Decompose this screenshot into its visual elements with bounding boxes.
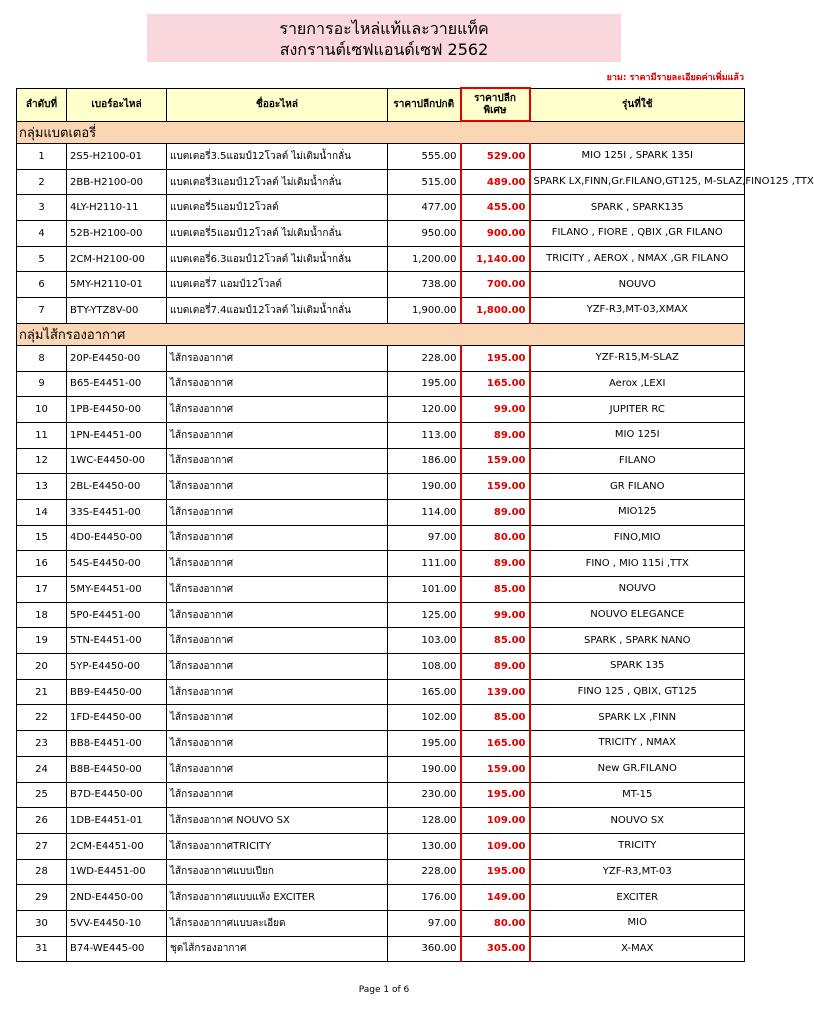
cell-part-no: 2ND-E4450-00 <box>67 885 167 911</box>
cell-special-price: 195.00 <box>461 859 530 885</box>
table-row <box>17 731 745 757</box>
cell-model: SPARK LX,FINN,Gr.FILANO,GT125, M-SLAZ,FINO125 ,TTX <box>530 169 745 195</box>
cell-normal-price: 128.00 <box>388 808 461 834</box>
cell-no: 3 <box>17 195 67 221</box>
cell-part-name: ไส้กรองอากาศ <box>167 499 388 525</box>
cell-no: 9 <box>17 371 67 397</box>
cell-model: MIO125 <box>530 499 745 525</box>
cell-part-no: 2CM-H2100-00 <box>67 246 167 272</box>
cell-part-no: BB9-E4450-00 <box>67 679 167 705</box>
cell-special-price: 165.00 <box>461 371 530 397</box>
cell-part-name: แบตเตอรี่3.5แอมป์12โวลต์ ไม่เติมน้ำกลั่น <box>167 144 388 170</box>
cell-normal-price: 120.00 <box>388 397 461 423</box>
cell-model: SPARK LX ,FINN <box>530 705 745 731</box>
table-row <box>17 169 745 195</box>
cell-part-name: ไส้กรองอากาศ <box>167 371 388 397</box>
cell-normal-price: 97.00 <box>388 910 461 936</box>
cell-part-no: 1DB-E4451-01 <box>67 808 167 834</box>
cell-model: SPARK , SPARK135 <box>530 195 745 221</box>
cell-model: TRICITY , NMAX <box>530 731 745 757</box>
cell-part-name: ไส้กรองอากาศ <box>167 577 388 603</box>
group-header-row <box>17 323 745 345</box>
cell-part-name: แบตเตอรี่7.4แอมป์12โวลต์ ไม่เติมน้ำกลั่น <box>167 298 388 324</box>
table-row <box>17 144 745 170</box>
cell-part-name: ไส้กรองอากาศ <box>167 628 388 654</box>
table-row <box>17 525 745 551</box>
cell-model: SPARK 135 <box>530 654 745 680</box>
table-row <box>17 221 745 247</box>
cell-special-price: 455.00 <box>461 195 530 221</box>
cell-model: NOUVO ELEGANCE <box>530 602 745 628</box>
cell-part-no: 2BB-H2100-00 <box>67 169 167 195</box>
cell-normal-price: 165.00 <box>388 679 461 705</box>
cell-normal-price: 228.00 <box>388 345 461 371</box>
header-special-price: ราคาปลีกพิเศษ <box>461 88 530 121</box>
cell-special-price: 305.00 <box>461 936 530 962</box>
cell-normal-price: 190.00 <box>388 474 461 500</box>
cell-normal-price: 950.00 <box>388 221 461 247</box>
cell-part-name: ไส้กรองอากาศ <box>167 654 388 680</box>
title-box <box>147 14 621 62</box>
cell-no: 15 <box>17 525 67 551</box>
cell-no: 17 <box>17 577 67 603</box>
cell-no: 28 <box>17 859 67 885</box>
cell-part-name: แบตเตอรี่3แอมป์12โวลต์ ไม่เติมน้ำกลั่น <box>167 169 388 195</box>
cell-normal-price: 195.00 <box>388 371 461 397</box>
table-row <box>17 602 745 628</box>
cell-part-name: ชุดไส้กรองอากาศ <box>167 936 388 962</box>
cell-part-name: ไส้กรองอากาศแบบแห้ง EXCITER <box>167 885 388 911</box>
cell-special-price: 85.00 <box>461 577 530 603</box>
cell-normal-price: 113.00 <box>388 422 461 448</box>
cell-special-price: 489.00 <box>461 169 530 195</box>
cell-part-name: แบตเตอรี่7 แอมป์12โวลต์ <box>167 272 388 298</box>
table-row <box>17 577 745 603</box>
table-row <box>17 195 745 221</box>
cell-part-no: 4LY-H2110-11 <box>67 195 167 221</box>
cell-normal-price: 190.00 <box>388 756 461 782</box>
table-row <box>17 756 745 782</box>
cell-special-price: 529.00 <box>461 144 530 170</box>
table-row <box>17 833 745 859</box>
cell-special-price: 109.00 <box>461 833 530 859</box>
table-row <box>17 474 745 500</box>
cell-model: GR FILANO <box>530 474 745 500</box>
cell-normal-price: 97.00 <box>388 525 461 551</box>
cell-no: 26 <box>17 808 67 834</box>
cell-normal-price: 477.00 <box>388 195 461 221</box>
header-no: ลำดับที่ <box>17 88 67 121</box>
cell-model: FINO , MIO 115i ,TTX <box>530 551 745 577</box>
cell-no: 6 <box>17 272 67 298</box>
cell-special-price: 159.00 <box>461 474 530 500</box>
cell-part-no: 4D0-E4450-00 <box>67 525 167 551</box>
cell-normal-price: 101.00 <box>388 577 461 603</box>
cell-special-price: 159.00 <box>461 756 530 782</box>
cell-normal-price: 360.00 <box>388 936 461 962</box>
cell-no: 1 <box>17 144 67 170</box>
cell-part-no: 2S5-H2100-01 <box>67 144 167 170</box>
cell-special-price: 89.00 <box>461 551 530 577</box>
cell-normal-price: 108.00 <box>388 654 461 680</box>
cell-part-no: 2CM-E4451-00 <box>67 833 167 859</box>
cell-model: TRICITY , AEROX , NMAX ,GR FILANO <box>530 246 745 272</box>
cell-part-no: 5VV-E4450-10 <box>67 910 167 936</box>
table-row <box>17 397 745 423</box>
cell-part-no: 1PB-E4450-00 <box>67 397 167 423</box>
table-row <box>17 422 745 448</box>
table-row <box>17 551 745 577</box>
header-part-no: เบอร์อะไหล่ <box>67 88 167 121</box>
cell-special-price: 109.00 <box>461 808 530 834</box>
cell-no: 24 <box>17 756 67 782</box>
table-row <box>17 679 745 705</box>
cell-part-no: 5YP-E4450-00 <box>67 654 167 680</box>
cell-normal-price: 102.00 <box>388 705 461 731</box>
cell-part-name: ไส้กรองอากาศ <box>167 397 388 423</box>
cell-part-name: ไส้กรองอากาศ <box>167 679 388 705</box>
cell-part-name: ไส้กรองอากาศ <box>167 782 388 808</box>
cell-part-name: ไส้กรองอากาศ <box>167 422 388 448</box>
cell-part-no: 5MY-E4451-00 <box>67 577 167 603</box>
cell-special-price: 80.00 <box>461 525 530 551</box>
cell-normal-price: 230.00 <box>388 782 461 808</box>
table-row <box>17 782 745 808</box>
table-row <box>17 246 745 272</box>
cell-special-price: 165.00 <box>461 731 530 757</box>
cell-no: 27 <box>17 833 67 859</box>
cell-part-name: ไส้กรองอากาศ <box>167 705 388 731</box>
cell-part-no: 54S-E4450-00 <box>67 551 167 577</box>
cell-special-price: 195.00 <box>461 782 530 808</box>
cell-normal-price: 738.00 <box>388 272 461 298</box>
cell-part-name: ไส้กรองอากาศ <box>167 602 388 628</box>
cell-part-name: ไส้กรองอากาศ <box>167 731 388 757</box>
cell-model: New GR.FILANO <box>530 756 745 782</box>
cell-part-no: BTY-YTZ8V-00 <box>67 298 167 324</box>
table-row <box>17 808 745 834</box>
cell-model: Aerox ,LEXI <box>530 371 745 397</box>
cell-special-price: 900.00 <box>461 221 530 247</box>
price-note: ยาม: ราคามีรายละเอียดค่าเพิ่มแล้ว <box>606 73 744 83</box>
cell-model: YZF-R3,MT-03,XMAX <box>530 298 745 324</box>
cell-part-no: 1PN-E4451-00 <box>67 422 167 448</box>
cell-part-no: B65-E4451-00 <box>67 371 167 397</box>
cell-normal-price: 111.00 <box>388 551 461 577</box>
cell-no: 7 <box>17 298 67 324</box>
table-row <box>17 298 745 324</box>
cell-part-no: 33S-E4451-00 <box>67 499 167 525</box>
cell-special-price: 159.00 <box>461 448 530 474</box>
cell-part-name: ไส้กรองอากาศTRICITY <box>167 833 388 859</box>
header-normal-price: ราคาปลีกปกติ <box>388 88 461 121</box>
cell-part-no: 5P0-E4451-00 <box>67 602 167 628</box>
cell-special-price: 700.00 <box>461 272 530 298</box>
cell-special-price: 89.00 <box>461 422 530 448</box>
table-row <box>17 936 745 962</box>
cell-part-name: ไส้กรองอากาศ <box>167 474 388 500</box>
table-row <box>17 910 745 936</box>
cell-special-price: 89.00 <box>461 499 530 525</box>
cell-special-price: 149.00 <box>461 885 530 911</box>
cell-part-name: ไส้กรองอากาศแบบเปียก <box>167 859 388 885</box>
table-row <box>17 448 745 474</box>
cell-model: YZF-R15,M-SLAZ <box>530 345 745 371</box>
cell-normal-price: 130.00 <box>388 833 461 859</box>
page-footer: Page 1 of 6 <box>358 985 410 995</box>
table-row <box>17 859 745 885</box>
table-row <box>17 345 745 371</box>
table-row <box>17 654 745 680</box>
header-name: ชื่ออะไหล่ <box>167 88 388 121</box>
cell-part-name: ไส้กรองอากาศ <box>167 525 388 551</box>
group-title: กลุ่มไส้กรองอากาศ <box>17 323 745 345</box>
title-line-2: สงกรานต์เซฟแอนด์เซฟ 2562 <box>279 40 489 59</box>
cell-special-price: 85.00 <box>461 705 530 731</box>
cell-model: FINO,MIO <box>530 525 745 551</box>
cell-no: 5 <box>17 246 67 272</box>
cell-normal-price: 555.00 <box>388 144 461 170</box>
cell-part-no: 52B-H2100-00 <box>67 221 167 247</box>
cell-model: NOUVO SX <box>530 808 745 834</box>
cell-normal-price: 125.00 <box>388 602 461 628</box>
cell-no: 29 <box>17 885 67 911</box>
cell-part-no: 1WC-E4450-00 <box>67 448 167 474</box>
cell-model: MT-15 <box>530 782 745 808</box>
table-row <box>17 499 745 525</box>
cell-part-name: ไส้กรองอากาศแบบละเอียด <box>167 910 388 936</box>
cell-model: MIO <box>530 910 745 936</box>
cell-no: 13 <box>17 474 67 500</box>
table-row <box>17 885 745 911</box>
cell-no: 4 <box>17 221 67 247</box>
cell-special-price: 1,800.00 <box>461 298 530 324</box>
cell-part-no: 1WD-E4451-00 <box>67 859 167 885</box>
cell-special-price: 80.00 <box>461 910 530 936</box>
cell-part-name: แบตเตอรี่6.3แอมป์12โวลต์ ไม่เติมน้ำกลั่น <box>167 246 388 272</box>
table-row <box>17 628 745 654</box>
cell-model: FILANO , FIORE , QBIX ,GR FILANO <box>530 221 745 247</box>
cell-no: 25 <box>17 782 67 808</box>
table-row <box>17 272 745 298</box>
cell-part-name: ไส้กรองอากาศ <box>167 448 388 474</box>
cell-part-no: BB8-E4451-00 <box>67 731 167 757</box>
group-header-row <box>17 121 745 144</box>
cell-part-no: 5TN-E4451-00 <box>67 628 167 654</box>
cell-no: 11 <box>17 422 67 448</box>
title-line-1: รายการอะไหล่แท้และวายแท็ค <box>279 19 489 38</box>
cell-model: TRICITY <box>530 833 745 859</box>
cell-normal-price: 176.00 <box>388 885 461 911</box>
cell-special-price: 89.00 <box>461 654 530 680</box>
cell-part-no: 20P-E4450-00 <box>67 345 167 371</box>
cell-part-name: แบตเตอรี่5แอมป์12โวลต์ <box>167 195 388 221</box>
cell-no: 16 <box>17 551 67 577</box>
cell-normal-price: 228.00 <box>388 859 461 885</box>
cell-part-name: ไส้กรองอากาศ <box>167 756 388 782</box>
cell-normal-price: 186.00 <box>388 448 461 474</box>
table-row <box>17 371 745 397</box>
header-model: รุ่นที่ใช้ <box>530 88 745 121</box>
cell-part-no: 5MY-H2110-01 <box>67 272 167 298</box>
cell-model: MIO 125I <box>530 422 745 448</box>
cell-model: EXCITER <box>530 885 745 911</box>
cell-model: X-MAX <box>530 936 745 962</box>
cell-model: YZF-R3,MT-03 <box>530 859 745 885</box>
cell-no: 19 <box>17 628 67 654</box>
cell-no: 21 <box>17 679 67 705</box>
cell-model: FINO 125 , QBIX, GT125 <box>530 679 745 705</box>
table-header-row <box>17 88 745 121</box>
cell-special-price: 1,140.00 <box>461 246 530 272</box>
cell-no: 22 <box>17 705 67 731</box>
table-row <box>17 705 745 731</box>
cell-no: 18 <box>17 602 67 628</box>
cell-part-name: ไส้กรองอากาศ <box>167 345 388 371</box>
cell-no: 20 <box>17 654 67 680</box>
cell-part-name: ไส้กรองอากาศ <box>167 551 388 577</box>
cell-no: 8 <box>17 345 67 371</box>
cell-part-no: B7D-E4450-00 <box>67 782 167 808</box>
cell-model: NOUVO <box>530 577 745 603</box>
cell-part-name: ไส้กรองอากาศ NOUVO SX <box>167 808 388 834</box>
group-title: กลุ่มแบตเตอรี่ <box>17 121 745 144</box>
cell-model: JUPITER RC <box>530 397 745 423</box>
cell-no: 23 <box>17 731 67 757</box>
parts-table <box>16 87 814 962</box>
cell-no: 30 <box>17 910 67 936</box>
cell-normal-price: 1,900.00 <box>388 298 461 324</box>
cell-no: 12 <box>17 448 67 474</box>
cell-special-price: 99.00 <box>461 397 530 423</box>
cell-normal-price: 195.00 <box>388 731 461 757</box>
cell-special-price: 99.00 <box>461 602 530 628</box>
cell-model: SPARK , SPARK NANO <box>530 628 745 654</box>
cell-no: 2 <box>17 169 67 195</box>
cell-part-no: 1FD-E4450-00 <box>67 705 167 731</box>
cell-special-price: 85.00 <box>461 628 530 654</box>
cell-no: 10 <box>17 397 67 423</box>
cell-no: 31 <box>17 936 67 962</box>
cell-model: NOUVO <box>530 272 745 298</box>
cell-special-price: 139.00 <box>461 679 530 705</box>
cell-part-no: B8B-E4450-00 <box>67 756 167 782</box>
cell-part-no: B74-WE445-00 <box>67 936 167 962</box>
cell-part-no: 2BL-E4450-00 <box>67 474 167 500</box>
cell-no: 14 <box>17 499 67 525</box>
cell-part-name: แบตเตอรี่5แอมป์12โวลต์ ไม่เติมน้ำกลั่น <box>167 221 388 247</box>
cell-normal-price: 515.00 <box>388 169 461 195</box>
cell-normal-price: 114.00 <box>388 499 461 525</box>
cell-normal-price: 103.00 <box>388 628 461 654</box>
cell-model: MIO 125I , SPARK 135I <box>530 144 745 170</box>
cell-special-price: 195.00 <box>461 345 530 371</box>
cell-model: FILANO <box>530 448 745 474</box>
cell-normal-price: 1,200.00 <box>388 246 461 272</box>
